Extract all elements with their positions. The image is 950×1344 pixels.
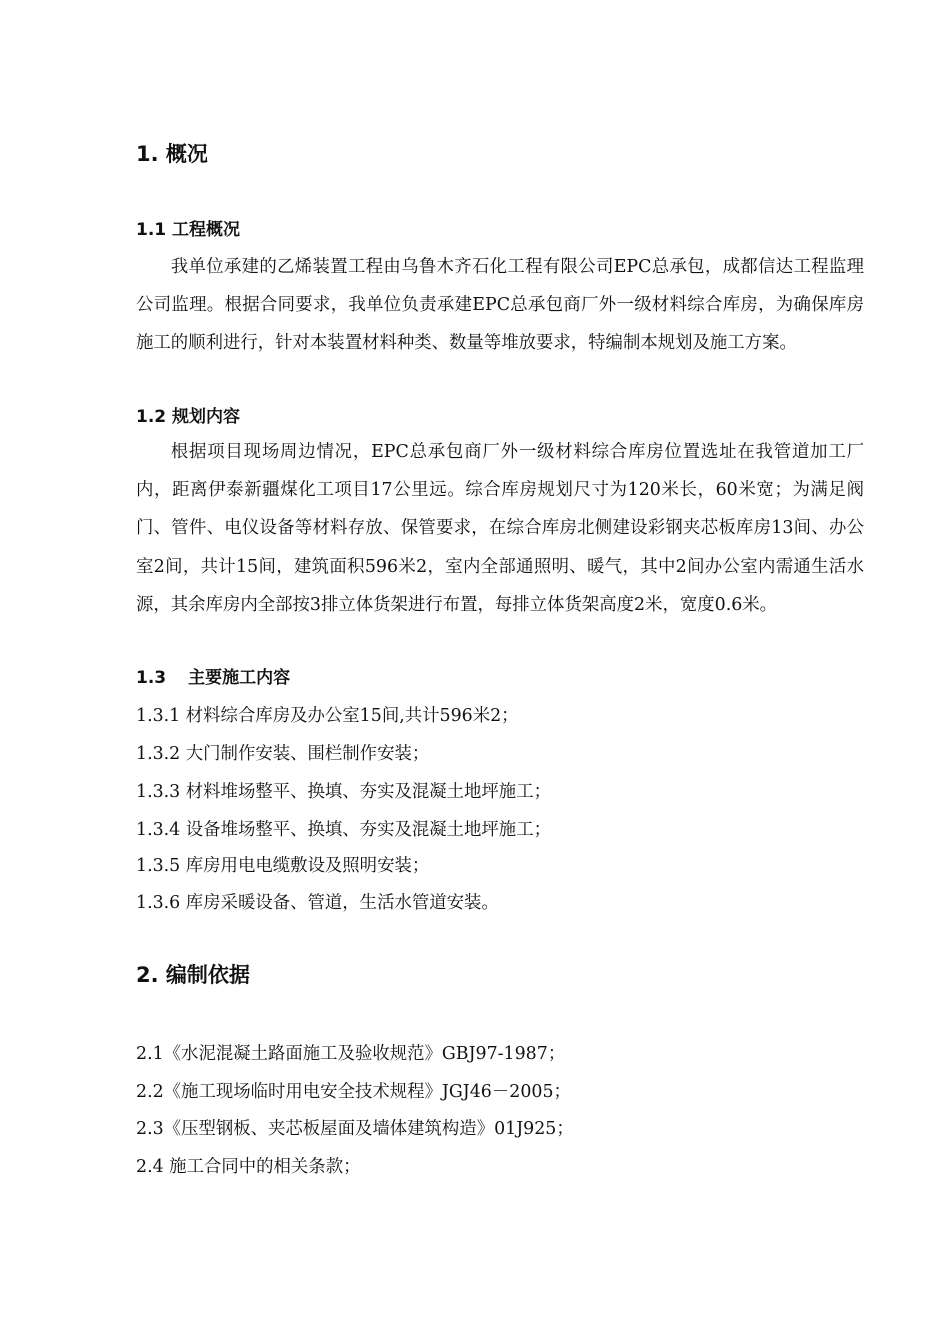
list-item-1-3-6: 1.3.6 库房采暖设备、管道，生活水管道安装。: [136, 893, 499, 913]
subsection-1-3-number: 1.3: [136, 668, 167, 688]
reference-item-2-2: 2.2《施工现场临时用电安全技术规程》JGJ46－2005；: [136, 1082, 571, 1102]
subsection-1-2-paragraph: 根据项目现场周边情况，EPC总承包商厂外一级材料综合库房位置选址在我管道加工厂内，距离伊泰新疆煤化工项目17公里远。综合库房规划尺寸为120米长，60米宽；为满足阀门、管件、电仪设备等材料存放、保管要求，在综合库房北侧建设彩钢夹芯板库房13间、办公室2间，共计15间，建筑面积596米2，室内全部通照明、暖气，其中2间办公室内需通生活水源，其余库房内全部按3排立体货架进行布置，每排立体货架高度2米，宽度0.6米。: [136, 442, 864, 615]
reference-item-2-4: 2.4 施工合同中的相关条款；: [136, 1157, 361, 1177]
list-item-1-3-2: 1.3.2 大门制作安装、围栏制作安装；: [136, 744, 430, 764]
subsection-1-3-heading: [136, 667, 290, 689]
list-item-1-3-3: 1.3.3 材料堆场整平、换填、夯实及混凝土地坪施工；: [136, 782, 551, 802]
subsection-1-3-title: 主要施工内容: [188, 668, 291, 688]
section-2-heading: 2. 编制依据: [136, 963, 250, 987]
subsection-1-2-heading: 1.2 规划内容: [136, 407, 241, 427]
subsection-1-1-paragraph: 我单位承建的乙烯装置工程由乌鲁木齐石化工程有限公司EPC总承包，成都信达工程监理公司监理。根据合同要求，我单位负责承建EPC总承包商厂外一级材料综合库房，为确保库房施工的顺利进行，针对本装置材料种类、数量等堆放要求，特编制本规划及施工方案。: [136, 257, 864, 354]
section-1-heading: 1. 概况: [136, 142, 208, 166]
list-item-1-3-5: 1.3.5 库房用电电缆敷设及照明安装；: [136, 856, 430, 876]
reference-item-2-1: 2.1《水泥混凝土路面施工及验收规范》GBJ97-1987；: [136, 1044, 566, 1064]
list-item-1-3-4: 1.3.4 设备堆场整平、换填、夯实及混凝土地坪施工；: [136, 820, 551, 840]
subsection-1-1-heading: 1.1 工程概况: [136, 220, 241, 240]
list-item-1-3-1: 1.3.1 材料综合库房及办公室15间,共计596米2；: [136, 706, 519, 726]
reference-item-2-3: 2.3《压型钢板、夹芯板屋面及墙体建筑构造》01J925；: [136, 1119, 574, 1139]
